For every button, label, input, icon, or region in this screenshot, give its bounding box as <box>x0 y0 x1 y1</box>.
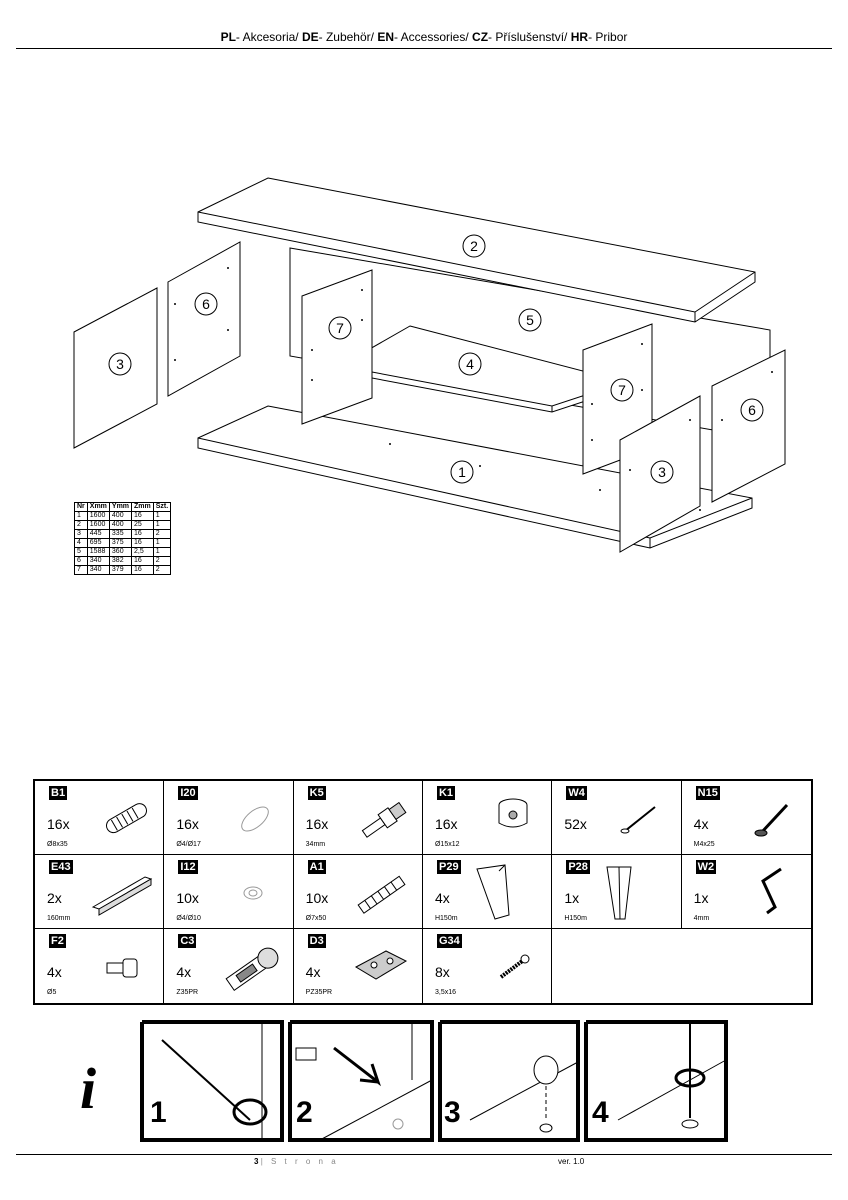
accessory-f2 <box>35 929 164 1003</box>
table-cell: 1 <box>153 548 170 557</box>
tapered-leg-icon <box>475 863 545 921</box>
small-cap-icon <box>217 863 287 921</box>
page-header-title <box>0 30 848 44</box>
header-lang-en: EN- Accessories/ <box>377 30 473 44</box>
accessory-size: PZ35PR <box>305 989 333 996</box>
accessory-size: 3,5x16 <box>434 989 457 996</box>
table-cell: 360 <box>109 548 131 557</box>
accessory-size: Ø8x35 <box>47 841 68 848</box>
panel-7-left <box>302 270 372 424</box>
label-4 <box>459 353 481 375</box>
accessory-code: K1 <box>438 787 454 799</box>
hinge-icon <box>217 937 287 995</box>
straight-leg-icon <box>605 863 675 921</box>
col-xmm: Xmm <box>87 503 109 512</box>
step-3-panel <box>440 1022 578 1140</box>
table-cell: 1 <box>153 539 170 548</box>
assembly-info-steps <box>0 1014 848 1154</box>
table-cell: 400 <box>109 512 131 521</box>
label-7-right <box>611 379 633 401</box>
table-cell: 16 <box>132 530 154 539</box>
accessory-code: P29 <box>438 861 459 873</box>
table-row <box>75 548 171 557</box>
svg-text:1: 1 <box>458 464 466 480</box>
allen-key-icon <box>735 863 805 921</box>
step-2-panel <box>290 1022 432 1140</box>
table-cell: 16 <box>132 512 154 521</box>
svg-text:7: 7 <box>618 382 626 398</box>
table-cell: 7 <box>75 566 88 575</box>
panel-6-left <box>168 242 240 396</box>
accessory-i20 <box>164 781 293 855</box>
accessory-size: Ø4/Ø17 <box>176 841 201 848</box>
table-cell: 375 <box>109 539 131 548</box>
accessory-k5 <box>294 781 423 855</box>
col-ymm: Ymm <box>109 503 131 512</box>
table-cell: 445 <box>87 530 109 539</box>
accessory-qty: 16x <box>305 816 329 832</box>
footer-divider <box>16 1154 832 1155</box>
accessory-code: W4 <box>568 787 585 799</box>
accessory-size: H150m <box>434 915 458 922</box>
table-cell: 16 <box>132 539 154 548</box>
accessory-code: E43 <box>51 861 71 873</box>
table-cell: 6 <box>75 557 88 566</box>
table-cell: 2 <box>153 530 170 539</box>
accessory-qty: 10x <box>305 890 329 906</box>
page-number-value: 3 <box>254 1157 259 1166</box>
svg-text:i: i <box>80 1056 97 1121</box>
accessory-k1 <box>423 781 552 855</box>
shelf-pin-icon <box>87 937 157 995</box>
table-cell: 2,5 <box>132 548 154 557</box>
table-cell: 1600 <box>87 512 109 521</box>
table-row <box>75 512 171 521</box>
accessory-qty: 16x <box>47 816 70 832</box>
accessory-size: 160mm <box>47 915 71 922</box>
table-cell: 1 <box>153 521 170 530</box>
screw-icon <box>735 789 805 847</box>
col-szt: Szt. <box>153 503 170 512</box>
exploded-assembly-drawing <box>0 160 848 560</box>
accessory-qty: 16x <box>434 816 458 832</box>
wall-plug-icon <box>346 863 416 921</box>
accessory-b1 <box>35 781 164 855</box>
svg-text:4: 4 <box>466 356 474 372</box>
accessory-code: K5 <box>309 787 324 799</box>
accessory-code: C3 <box>180 935 195 947</box>
table-cell: 2 <box>153 566 170 575</box>
table-cell: 379 <box>109 566 131 575</box>
cam-lock-icon <box>475 789 545 847</box>
page-word: | S t r o n a <box>260 1157 339 1166</box>
accessory-size: Ø4/Ø10 <box>176 915 201 922</box>
accessory-qty: 4x <box>434 890 450 906</box>
table-cell: 400 <box>109 521 131 530</box>
header-divider <box>16 48 832 49</box>
table-cell: 5 <box>75 548 88 557</box>
accessory-code: D3 <box>309 935 324 947</box>
accessory-size: Z35PR <box>176 989 199 996</box>
header-lang-hr: HR- Pribor <box>570 30 628 44</box>
parts-dimension-table <box>74 502 171 575</box>
accessories-grid <box>33 779 813 1005</box>
header-lang-pl: PL- Akcesoria/ <box>220 30 302 44</box>
svg-text:1: 1 <box>150 1096 167 1129</box>
accessory-qty: 8x <box>434 964 450 980</box>
accessory-w2 <box>682 855 811 929</box>
table-cell: 25 <box>132 521 154 530</box>
accessory-code: P28 <box>568 861 588 873</box>
table-cell: 695 <box>87 539 109 548</box>
svg-text:5: 5 <box>526 312 534 328</box>
svg-text:6: 6 <box>202 296 210 312</box>
svg-text:3: 3 <box>116 356 124 372</box>
table-row <box>75 566 171 575</box>
table-cell: 335 <box>109 530 131 539</box>
header-lang-cz: CZ- Příslušenství/ <box>472 30 571 44</box>
cap-ring-icon <box>217 789 287 847</box>
table-cell: 1 <box>75 512 88 521</box>
accessory-code: A1 <box>309 861 324 873</box>
table-cell: 382 <box>109 557 131 566</box>
svg-text:3: 3 <box>444 1096 461 1129</box>
accessory-size: Ø7x50 <box>305 915 327 922</box>
accessory-code: G34 <box>438 935 460 947</box>
page-number <box>254 1157 339 1166</box>
accessory-code: F2 <box>51 935 64 947</box>
accessory-qty: 10x <box>176 890 199 906</box>
accessory-code: W2 <box>697 861 715 873</box>
accessory-code: I20 <box>180 787 196 799</box>
svg-text:4: 4 <box>592 1096 609 1129</box>
accessory-qty: 2x <box>47 890 62 906</box>
label-1 <box>451 461 473 483</box>
accessory-qty: 16x <box>176 816 199 832</box>
table-cell: 2 <box>75 521 88 530</box>
accessory-p29 <box>423 855 552 929</box>
table-row <box>75 530 171 539</box>
accessory-qty: 4x <box>47 964 62 980</box>
label-5 <box>519 309 541 331</box>
accessory-g34 <box>423 929 552 1003</box>
table-cell: 3 <box>75 530 88 539</box>
wood-screw-icon <box>475 937 545 995</box>
accessory-i12 <box>164 855 293 929</box>
label-6-right <box>741 399 763 421</box>
wooden-dowel-icon <box>87 789 157 847</box>
accessory-qty: 52x <box>564 816 587 832</box>
svg-text:3: 3 <box>658 464 666 480</box>
table-row <box>75 557 171 566</box>
accessory-c3 <box>164 929 293 1003</box>
table-cell: 16 <box>132 557 154 566</box>
accessory-qty: 4x <box>305 964 321 980</box>
accessory-qty: 1x <box>564 890 580 906</box>
table-cell: 1600 <box>87 521 109 530</box>
accessory-size: 4mm <box>693 915 710 922</box>
svg-text:2: 2 <box>470 238 478 254</box>
col-nr: Nr <box>75 503 88 512</box>
header-lang-de: DE- Zubehör/ <box>301 30 378 44</box>
accessory-code: I12 <box>180 861 196 873</box>
accessory-w4 <box>552 781 681 855</box>
accessory-qty: 1x <box>693 890 709 906</box>
accessory-size: M4x25 <box>693 841 715 848</box>
accessory-size: H150m <box>564 915 587 922</box>
step-1-panel <box>142 1022 282 1140</box>
label-3-left <box>109 353 131 375</box>
table-cell: 340 <box>87 566 109 575</box>
label-7-left <box>329 317 351 339</box>
accessory-n15 <box>682 781 811 855</box>
info-icon <box>80 1056 96 1121</box>
step-4-panel <box>586 1022 726 1140</box>
accessory-d3 <box>294 929 423 1003</box>
col-zmm: Zmm <box>132 503 154 512</box>
table-cell: 1 <box>153 512 170 521</box>
accessory-code: N15 <box>697 787 718 799</box>
table-header-row <box>75 503 171 512</box>
cam-bolt-icon <box>346 789 416 847</box>
table-cell: 16 <box>132 566 154 575</box>
svg-text:6: 6 <box>748 402 756 418</box>
svg-text:2: 2 <box>296 1096 313 1129</box>
label-6-left <box>195 293 217 315</box>
accessory-a1 <box>294 855 423 929</box>
table-row <box>75 521 171 530</box>
hinge-plate-icon <box>346 937 416 995</box>
table-cell: 340 <box>87 557 109 566</box>
nail-icon <box>605 789 675 847</box>
accessory-size: Ø15x12 <box>434 841 460 848</box>
table-row <box>75 539 171 548</box>
accessory-code: B1 <box>51 787 66 799</box>
svg-text:7: 7 <box>336 320 344 336</box>
bar-icon <box>87 863 157 921</box>
accessory-e43 <box>35 855 164 929</box>
accessory-p28 <box>552 855 681 929</box>
accessory-qty: 4x <box>693 816 709 832</box>
label-3-right <box>651 461 673 483</box>
accessory-qty: 4x <box>176 964 192 980</box>
accessory-size: Ø5 <box>47 989 57 996</box>
accessory-size: 34mm <box>305 841 326 848</box>
table-cell: 2 <box>153 557 170 566</box>
label-2 <box>463 235 485 257</box>
accessory-empty-cell <box>552 929 811 1003</box>
version-label: ver. 1.0 <box>558 1157 585 1166</box>
table-cell: 4 <box>75 539 88 548</box>
table-cell: 1588 <box>87 548 109 557</box>
